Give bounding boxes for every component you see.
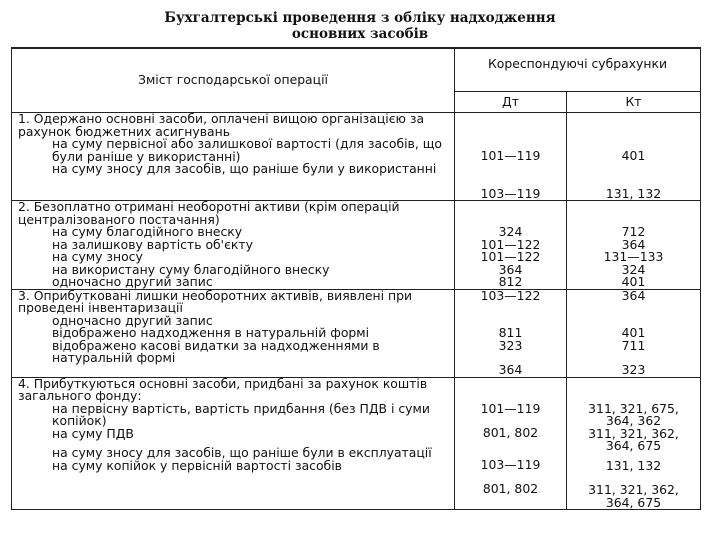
debit-value: 103—122 [480,287,541,303]
debit-value: 364 [498,261,523,277]
document-title-line2: основних засобів [291,26,429,42]
operation-item: на первісну вартість, вартість придбання (без ПДВ і суми копійок) [52,400,430,428]
header-corresponding-accounts: Кореспондуючі субрахунки [455,48,701,92]
operation-item: на суму зносу для засобів, що раніше були у використанні [52,161,437,176]
section-2 [12,201,701,290]
credit-value: 311, 321, 675, [588,400,679,416]
debit-value: 101—119 [480,400,541,416]
debit-value: 812 [498,274,523,289]
section-3 [12,289,701,377]
debit-value: 811 [498,325,523,340]
operation-cell [12,113,455,201]
debit-cell [455,113,567,201]
debit-value: 801, 802 [482,425,539,440]
section-heading: 3. Оприбутковані лишки необоротних активів, виявлені при проведені інвентаризації [18,287,412,315]
operation-item: на суму первісної або залишкової вартості (для засобів, що були раніше у використанні) [52,136,442,164]
debit-cell [455,377,567,510]
operation-item: на суму зносу для засобів, що раніше були в експлуатації [52,445,432,460]
operation-item: на суму копійок у первісній вартості засобів [52,457,342,473]
section-4 [12,377,701,510]
header-operation: Зміст господарської операції [12,48,455,113]
credit-value: 311, 321, 362, [588,482,679,497]
credit-cell [567,377,701,510]
document-title-line1: Бухгалтерські проведення з обліку надходження [164,10,556,26]
operation-item: на суму зносу [52,249,143,264]
operation-item: на залишкову вартість об'єкту [52,236,253,252]
credit-value: 364 [621,287,646,303]
credit-value: 712 [621,224,646,239]
operation-item: відображено касові видатки за надходженнями в натуральній формі [52,337,380,365]
debit-cell [455,201,567,290]
credit-value: 364, 362 [605,413,662,428]
credit-value: 401 [621,148,646,163]
credit-value: 401 [621,325,646,340]
operation-item: одночасно другий запис [52,312,213,328]
credit-value: 311, 321, 362, [588,425,679,441]
credit-value: 131, 132 [605,457,662,473]
debit-value: 103—119 [480,456,541,472]
operation-cell [12,201,455,290]
debit-value: 324 [498,224,523,239]
header-credit: Кт [567,92,701,113]
credit-cell [567,113,701,201]
credit-value: 131, 132 [605,185,662,201]
operation-item: на суму благодійного внеску [52,224,243,239]
accounting-entries-table [11,47,701,510]
header-debit: Дт [455,92,567,113]
operation-cell [12,289,455,377]
operation-item: на використану суму благодійного внеску [52,261,330,277]
debit-value: 101—122 [480,236,541,252]
section-heading: 1. Одержано основні засоби, оплачені вищою організацією за рахунок бюджетних асигнувань [18,111,425,139]
debit-value: 801, 802 [482,481,539,496]
operation-item: на суму ПДВ [52,425,134,441]
operation-item: одночасно другий запис [52,274,213,289]
credit-value: 364, 675 [605,438,662,453]
operation-item: відображено надходження в натуральній формі [52,325,370,340]
section-heading: 2. Безоплатно отримані необоротні активи (крім операцій централізованого постачання) [18,199,400,227]
credit-value: 401 [621,274,646,289]
debit-value: 103—119 [480,185,541,201]
section-heading: 4. Прибуткуються основні засоби, придбані за рахунок коштів загального фонду: [18,375,428,403]
section-1 [12,113,701,201]
credit-value: 324 [621,261,646,277]
debit-value: 101—119 [480,148,541,163]
debit-value: 323 [498,337,523,353]
credit-value: 711 [621,337,646,353]
credit-value: 364 [621,236,646,252]
debit-value: 364 [498,362,523,377]
credit-value: 323 [621,362,646,377]
debit-cell [455,289,567,377]
debit-value: 101—122 [480,249,541,264]
credit-value: 131—133 [603,249,664,264]
credit-cell [567,201,701,290]
credit-cell [567,289,701,377]
credit-value: 364, 675 [605,494,662,510]
operation-cell [12,377,455,510]
